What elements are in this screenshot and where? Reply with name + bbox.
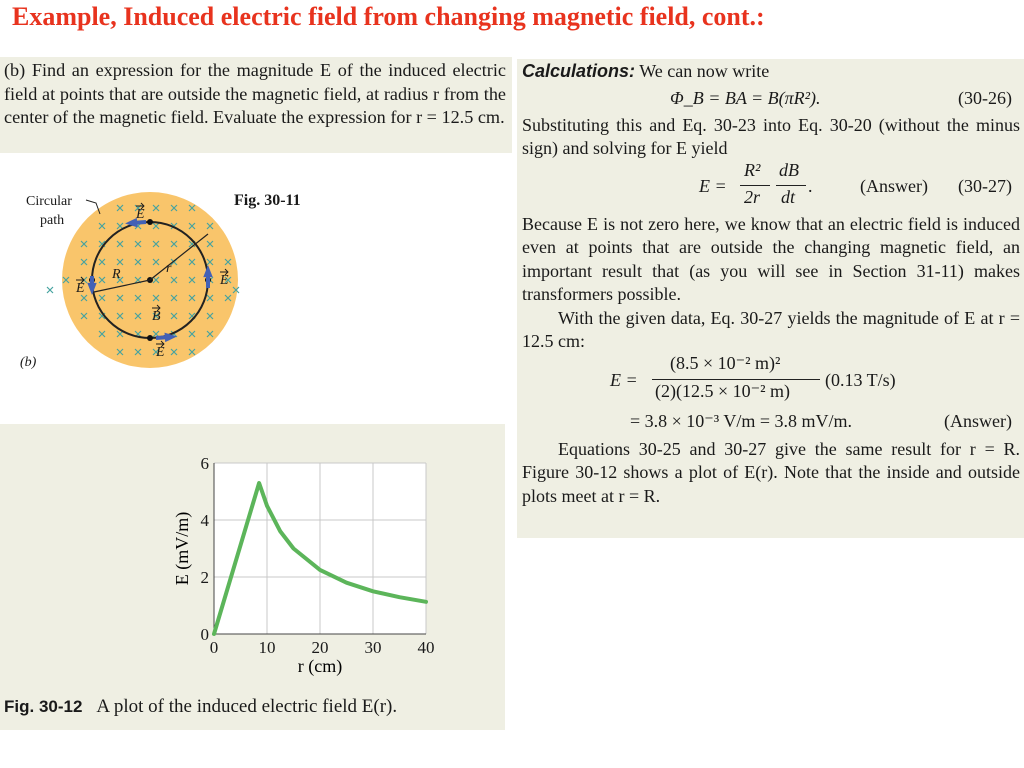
calc-intro: We can now write xyxy=(639,61,770,81)
eq2-number: (30-27) xyxy=(958,175,1012,196)
eq3-numerator: (8.5 × 10⁻² m)² xyxy=(670,352,781,373)
eq2-period: . xyxy=(808,175,813,196)
y-tick-label: 0 xyxy=(200,625,209,644)
b-field-cross xyxy=(47,287,53,293)
figure-30-11 xyxy=(0,156,512,418)
y-tick-label: 2 xyxy=(200,568,209,587)
equation-result xyxy=(522,408,1020,438)
x-tick-label: 10 xyxy=(258,638,276,657)
chart-x-label: r (cm) xyxy=(297,656,343,676)
R-label: R xyxy=(112,267,121,282)
fig11-caption: Fig. 30-11 xyxy=(234,192,301,209)
y-tick-label: 4 xyxy=(200,511,209,530)
x-tick-label: 20 xyxy=(311,638,329,657)
eq4-result: = 3.8 × 10⁻³ V/m = 3.8 mV/m. xyxy=(630,410,853,431)
eq2-lhs: E = xyxy=(699,175,727,196)
x-tick-label: 30 xyxy=(364,638,382,657)
question-text xyxy=(0,57,512,130)
x-tick-label: 40 xyxy=(417,638,435,657)
question-panel xyxy=(0,57,512,153)
eq3-lhs: E = xyxy=(610,369,638,390)
chart-grid xyxy=(214,463,426,634)
calc-para2: Because E is not zero here, we know that an electric field is induced even at points that are outside the changing magnetic field, an important result that (as you will see in Section 31-11) makes transformers possible. xyxy=(522,213,1020,304)
eq3-denominator: (2)(12.5 × 10⁻² m) xyxy=(655,380,791,401)
circular-path-label-line2: path xyxy=(40,213,65,228)
chart-y-label: E (mV/m) xyxy=(172,511,192,586)
calculations-panel xyxy=(517,59,1024,538)
part-b-label: (b) xyxy=(20,355,37,370)
eq2-frac1-num: R² xyxy=(744,159,761,180)
fig12-label: Fig. 30-12 xyxy=(4,697,83,716)
r-label: r xyxy=(166,261,172,276)
calc-para3: With the given data, Eq. 30-27 yields the magnitude of E at r = 12.5 cm: xyxy=(522,307,1020,351)
fig12-caption xyxy=(4,696,397,718)
eq4-answer-tag: (Answer) xyxy=(944,410,1012,431)
fig12-caption-text: A plot of the induced electric field E(r). xyxy=(96,696,398,717)
e-label-right: E xyxy=(220,273,229,288)
equation-30-27 xyxy=(522,161,1020,213)
calc-para1: Substituting this and Eq. 30-23 into Eq. 30-20 (without the minus sign) and solving for E yield xyxy=(522,114,1020,158)
y-tick-label: 6 xyxy=(200,454,209,473)
eq1-number: (30-26) xyxy=(958,87,1012,108)
eq2-frac2-den: dt xyxy=(781,186,796,207)
b-label: B xyxy=(152,309,161,324)
x-tick-label: 0 xyxy=(209,638,219,657)
question-body: Find an expression for the magnitude E of the induced electric field at points that are outside the magnetic field, at radius r from the center of the magnetic field. Evaluate the expression for r = 12.5 cm. xyxy=(4,60,506,127)
eq2-frac1-den: 2r xyxy=(744,186,761,207)
calc-para4: Equations 30-25 and 30-27 give the same result for r = R. Figure 30-12 shows a plot of E(r). Note that the inside and outside plots meet at r = R. xyxy=(522,438,1020,506)
path-point xyxy=(147,335,153,341)
calculations-text xyxy=(517,60,1024,508)
e-label-top: E xyxy=(136,207,145,222)
e-label-bottom: E xyxy=(156,345,165,360)
eq2-answer-tag: (Answer) xyxy=(860,175,928,196)
eq3-factor: (0.13 T/s) xyxy=(825,369,896,390)
calc-heading: Calculations: xyxy=(522,61,636,81)
path-point xyxy=(147,219,153,225)
field-diagram xyxy=(0,156,512,418)
eq1-expression: Φ_B = BA = B(πR²). xyxy=(670,87,821,108)
magnetic-field-region xyxy=(47,192,239,368)
circular-path-label-line1: Circular xyxy=(26,194,72,209)
efield-chart xyxy=(0,424,505,694)
figure-30-12 xyxy=(0,424,505,730)
e-label-left: E xyxy=(76,281,85,296)
eq2-frac2-num: dB xyxy=(779,159,799,180)
slide-title: Example, Induced electric field from changing magnetic field, cont.: xyxy=(12,2,765,31)
circular-path-label xyxy=(26,194,75,228)
equation-30-26 xyxy=(522,84,1020,114)
equation-numeric xyxy=(522,354,1020,408)
question-label: (b) xyxy=(4,60,26,80)
